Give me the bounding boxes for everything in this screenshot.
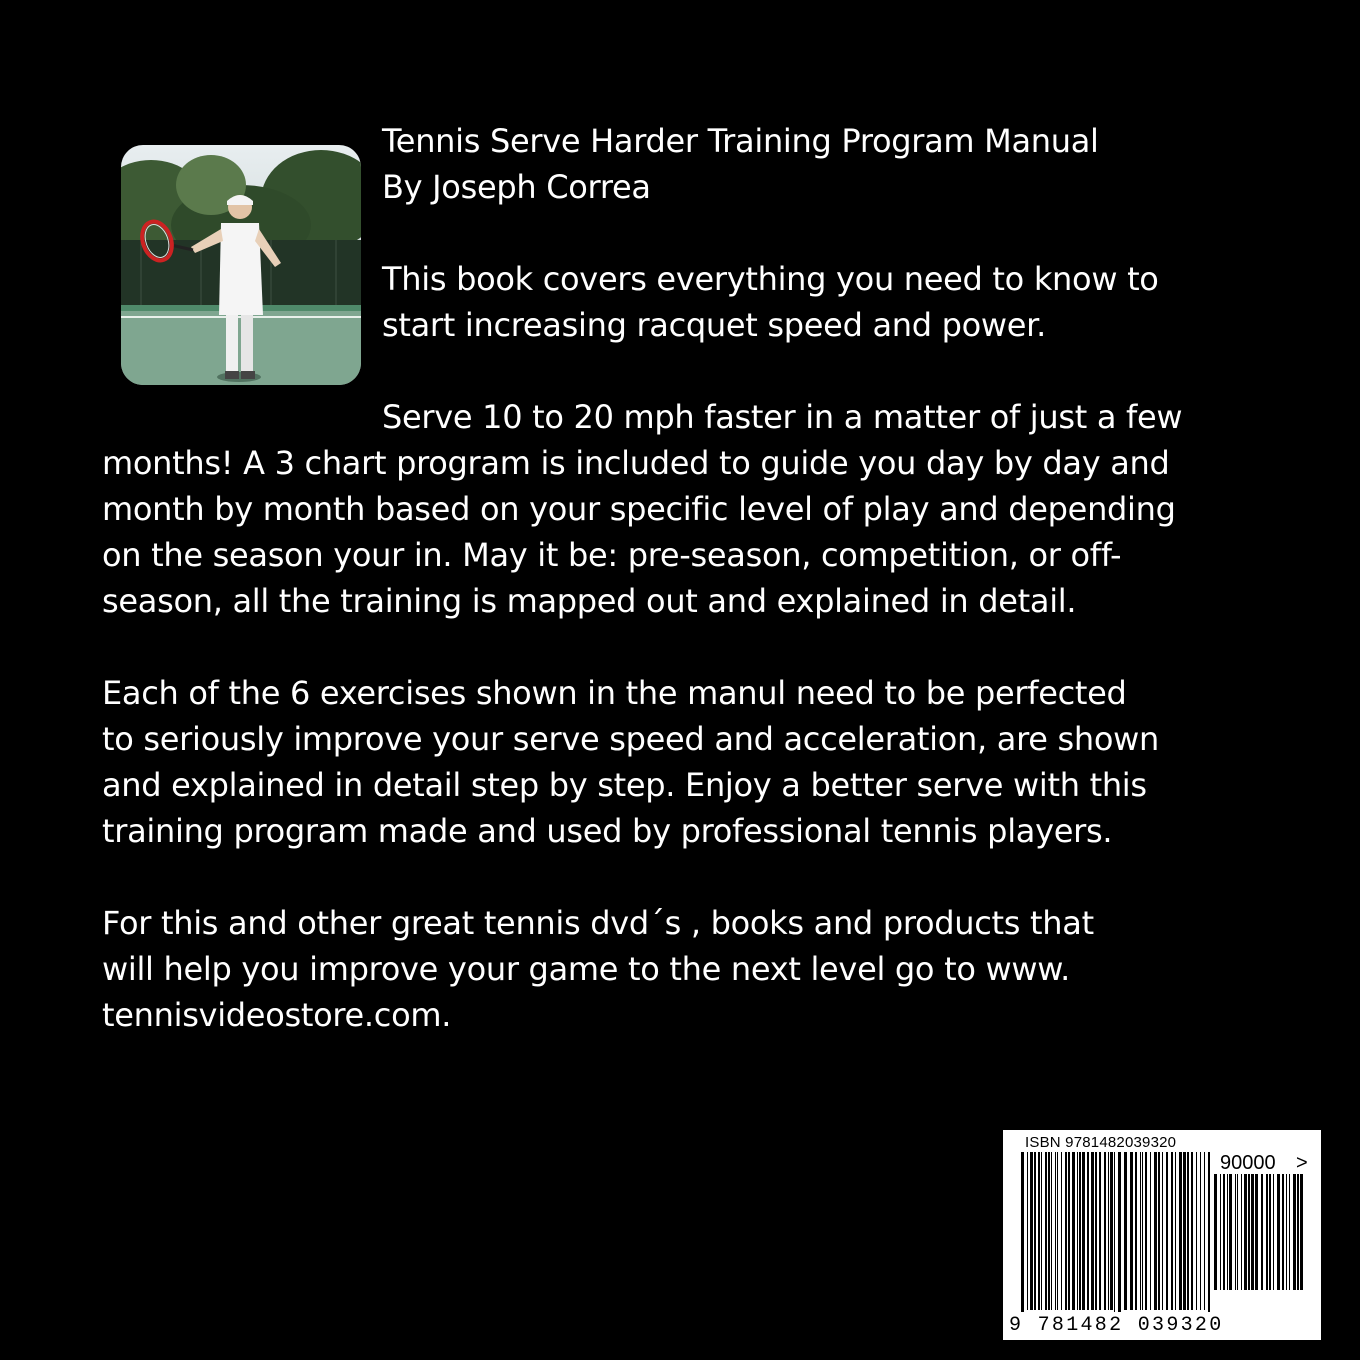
barcode-digits: 9 781482 039320 [1009,1314,1224,1337]
paragraph-line: to seriously improve your serve speed and acceleration, are shown [102,720,1159,758]
paragraph-website [102,900,1282,1038]
intro-line: This book covers everything you need to know to [382,260,1159,298]
paragraph-line: and explained in detail step by step. Enjoy a better serve with this [102,766,1147,804]
barcode-bars [1021,1152,1211,1312]
addon-barcode-bars [1214,1174,1312,1334]
book-title: Tennis Serve Harder Training Program Manual [382,122,1099,160]
paragraph-line: For this and other great tennis dvd´s , books and products that [102,904,1094,942]
isbn-barcode [1003,1130,1321,1340]
paragraph-serve-faster [102,394,1282,624]
paragraph-line: on the season your in. May it be: pre-season, competition, or off- [102,536,1122,574]
paragraph-line: training program made and used by professional tennis players. [102,812,1113,850]
isbn-label: ISBN 9781482039320 [1025,1134,1177,1151]
price-code: 90000 [1220,1152,1276,1174]
intro-paragraph [382,256,1282,348]
paragraph-line: will help you improve your game to the next level go to www. [102,950,1071,988]
website-link: tennisvideostore.com. [102,996,452,1034]
paragraph-exercises [102,670,1282,854]
paragraph-line: months! A 3 chart program is included to guide you day by day and [102,444,1170,482]
paragraph-line: month by month based on your specific level of play and depending [102,490,1176,528]
paragraph-line: Serve 10 to 20 mph faster in a matter of just a few [382,398,1183,436]
author-line: By Joseph Correa [382,168,651,206]
title-block [382,118,1099,210]
arrow-icon: > [1296,1152,1308,1174]
tennis-player-photo [121,145,361,385]
paragraph-line: Each of the 6 exercises shown in the manul need to be perfected [102,674,1127,712]
intro-line: start increasing racquet speed and power. [382,306,1046,344]
paragraph-line: season, all the training is mapped out and explained in detail. [102,582,1077,620]
